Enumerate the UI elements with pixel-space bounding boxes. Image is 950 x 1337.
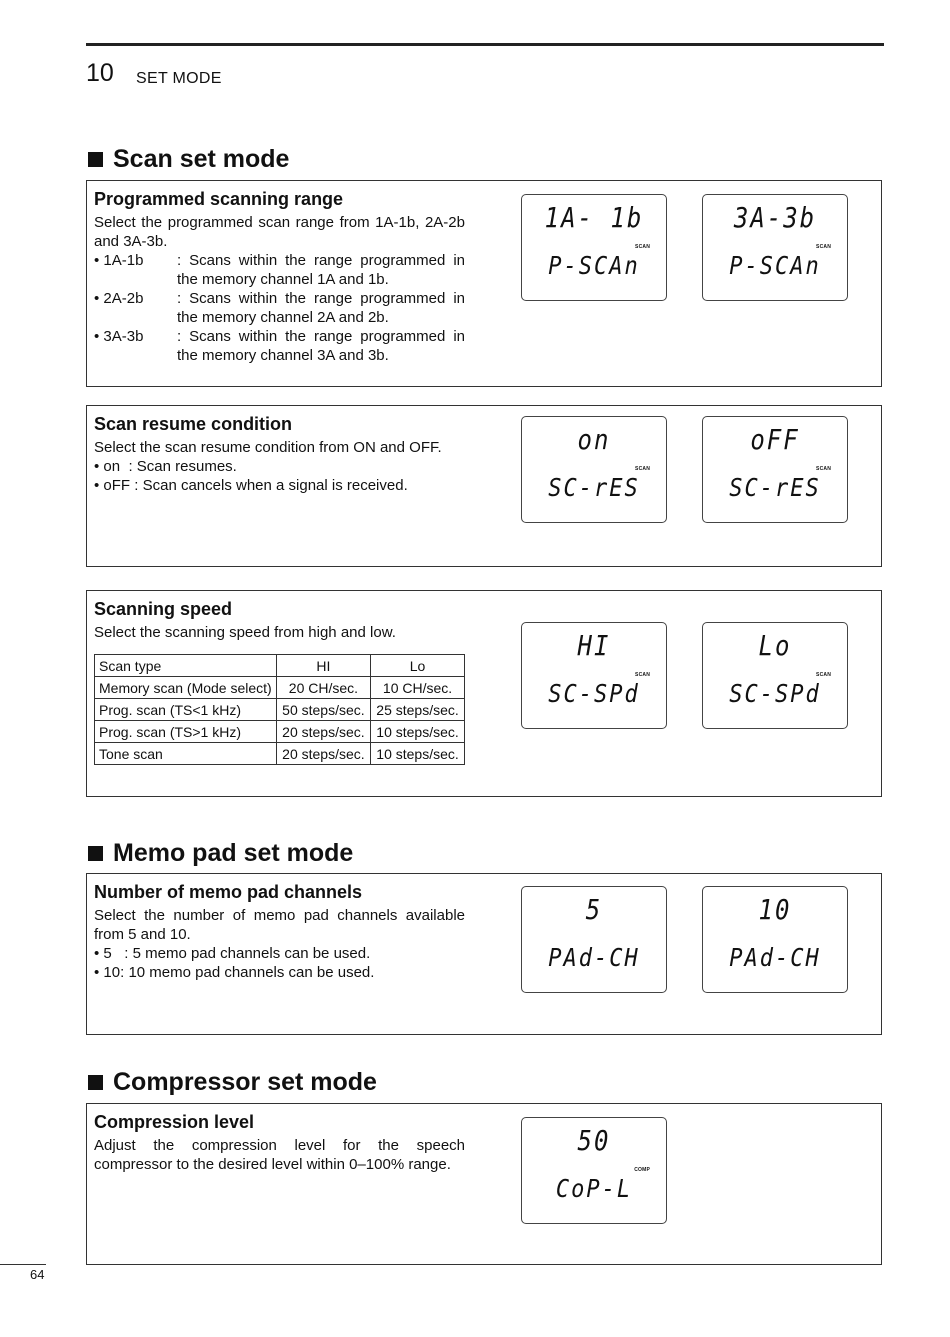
list-item (94, 289, 465, 327)
square-bullet-icon (88, 1075, 103, 1090)
compression-text (94, 1110, 465, 1174)
section-title: Memo pad set mode (113, 839, 354, 867)
item-key: • on (94, 458, 129, 475)
item-key: • 1A-1b (94, 252, 144, 269)
header-rule (86, 43, 884, 46)
table-cell: 10 CH/sec. (371, 677, 465, 699)
list-item (94, 457, 465, 476)
intro-text: Select the scanning speed from high and low. (94, 624, 396, 641)
compression-box (86, 1103, 882, 1265)
list-item (94, 963, 465, 982)
table-cell: 10 steps/sec. (371, 721, 465, 743)
memo-pad-box (86, 873, 882, 1035)
subsection-title: Programmed scanning range (94, 189, 344, 209)
item-key: • 3A-3b (94, 328, 144, 345)
programmed-range-box (86, 180, 882, 387)
item-key: • oFF (94, 477, 135, 494)
item-key: • 2A-2b (94, 290, 144, 307)
lcd-line-1: 5 (585, 893, 603, 927)
speed-box (86, 590, 882, 797)
table-cell: Prog. scan (TS>1 kHz) (95, 721, 277, 743)
lcd-line-1: 50 (577, 1124, 611, 1158)
section-heading-compressor (88, 1067, 377, 1097)
item-value: : Scan cancels when a signal is received. (134, 477, 408, 494)
footer-rule (0, 1264, 46, 1265)
lcd-display (702, 416, 848, 523)
speed-text (94, 597, 465, 765)
lcd-display (521, 416, 667, 523)
resume-box (86, 405, 882, 567)
lcd-line-1: on (577, 423, 611, 457)
lcd-display (521, 194, 667, 301)
lcd-indicator: SCAN (816, 672, 831, 678)
table-cell: Memory scan (Mode select) (95, 677, 277, 699)
item-value: : Scans within the range programmed in the memory channel 2A and 2b. (177, 290, 465, 326)
table-row (95, 743, 465, 765)
list-item (94, 476, 465, 495)
lcd-display (521, 622, 667, 729)
item-value: : Scans within the range programmed in the memory channel 1A and 1b. (177, 252, 465, 288)
lcd-line-1: 1A- 1b (544, 201, 644, 235)
lcd-line-2: PAd-CH (548, 944, 640, 973)
table-cell: Tone scan (95, 743, 277, 765)
intro-text: Select the programmed scan range from 1A-1b, 2A-2b and 3A-3b. (94, 214, 465, 250)
list-item (94, 251, 465, 289)
lcd-line-2: PAd-CH (729, 944, 821, 973)
lcd-line-1: Lo (758, 629, 792, 663)
table-header: HI (276, 655, 370, 677)
table-cell: 25 steps/sec. (371, 699, 465, 721)
table-cell: 20 CH/sec. (276, 677, 370, 699)
lcd-indicator: SCAN (635, 244, 650, 250)
table-row (95, 721, 465, 743)
subsection-title: Scan resume condition (94, 414, 293, 434)
lcd-line-1: HI (577, 629, 611, 663)
table-row (95, 699, 465, 721)
table-cell: 50 steps/sec. (276, 699, 370, 721)
lcd-display (702, 886, 848, 993)
lcd-display (702, 622, 848, 729)
lcd-line-2: P-SCAn (729, 252, 821, 281)
square-bullet-icon (88, 846, 103, 861)
intro-text: Adjust the compression level for the speech compressor to the desired level within 0–100% range. (94, 1137, 465, 1173)
lcd-line-1: 10 (758, 893, 792, 927)
square-bullet-icon (88, 152, 103, 167)
scan-speed-table (94, 654, 465, 765)
table-cell: Prog. scan (TS<1 kHz) (95, 699, 277, 721)
lcd-line-1: oFF (750, 423, 800, 457)
lcd-line-2: SC-SPd (548, 680, 640, 709)
item-value: : Scan resumes. (128, 458, 237, 475)
section-title: Compressor set mode (113, 1068, 377, 1096)
lcd-indicator: SCAN (635, 672, 650, 678)
lcd-line-1: 3A-3b (733, 201, 817, 235)
subsection-title: Number of memo pad channels (94, 882, 363, 902)
lcd-indicator: SCAN (816, 244, 831, 250)
item-key: • 5 (94, 945, 125, 962)
lcd-indicator: SCAN (635, 466, 650, 472)
memo-pad-text (94, 880, 465, 982)
page-number: 64 (30, 1267, 45, 1282)
lcd-display (521, 1117, 667, 1224)
intro-text: Select the scan resume condition from ON and OFF. (94, 439, 442, 456)
lcd-line-2: CoP-L (555, 1175, 633, 1204)
section-title: Scan set mode (113, 145, 290, 173)
section-heading-memo (88, 838, 353, 868)
item-value: : Scans within the range programmed in the memory channel 3A and 3b. (177, 328, 465, 364)
lcd-line-2: SC-rES (729, 474, 821, 503)
programmed-range-text (94, 187, 465, 365)
table-cell: 20 steps/sec. (276, 743, 370, 765)
intro-text: Select the number of memo pad channels available from 5 and 10. (94, 907, 465, 943)
lcd-display (521, 886, 667, 993)
table-row (95, 677, 465, 699)
item-value: : 10 memo pad channels can be used. (120, 964, 375, 981)
table-cell: 10 steps/sec. (371, 743, 465, 765)
item-key: • 10 (94, 964, 121, 981)
table-header: Lo (371, 655, 465, 677)
chapter-title: SET MODE (136, 70, 222, 87)
subsection-title: Compression level (94, 1112, 255, 1132)
lcd-display (702, 194, 848, 301)
chapter-number: 10 (86, 59, 114, 87)
lcd-indicator: COMP (634, 1167, 650, 1173)
section-heading-scan (88, 144, 289, 174)
list-item (94, 327, 465, 365)
subsection-title: Scanning speed (94, 599, 233, 619)
table-cell: 20 steps/sec. (276, 721, 370, 743)
item-value: : 5 memo pad channels can be used. (124, 945, 371, 962)
lcd-indicator: SCAN (816, 466, 831, 472)
table-header-row (95, 655, 465, 677)
lcd-line-2: SC-rES (548, 474, 640, 503)
list-item (94, 944, 465, 963)
lcd-line-2: SC-SPd (729, 680, 821, 709)
resume-text (94, 412, 465, 495)
lcd-line-2: P-SCAn (548, 252, 640, 281)
table-header: Scan type (95, 655, 277, 677)
